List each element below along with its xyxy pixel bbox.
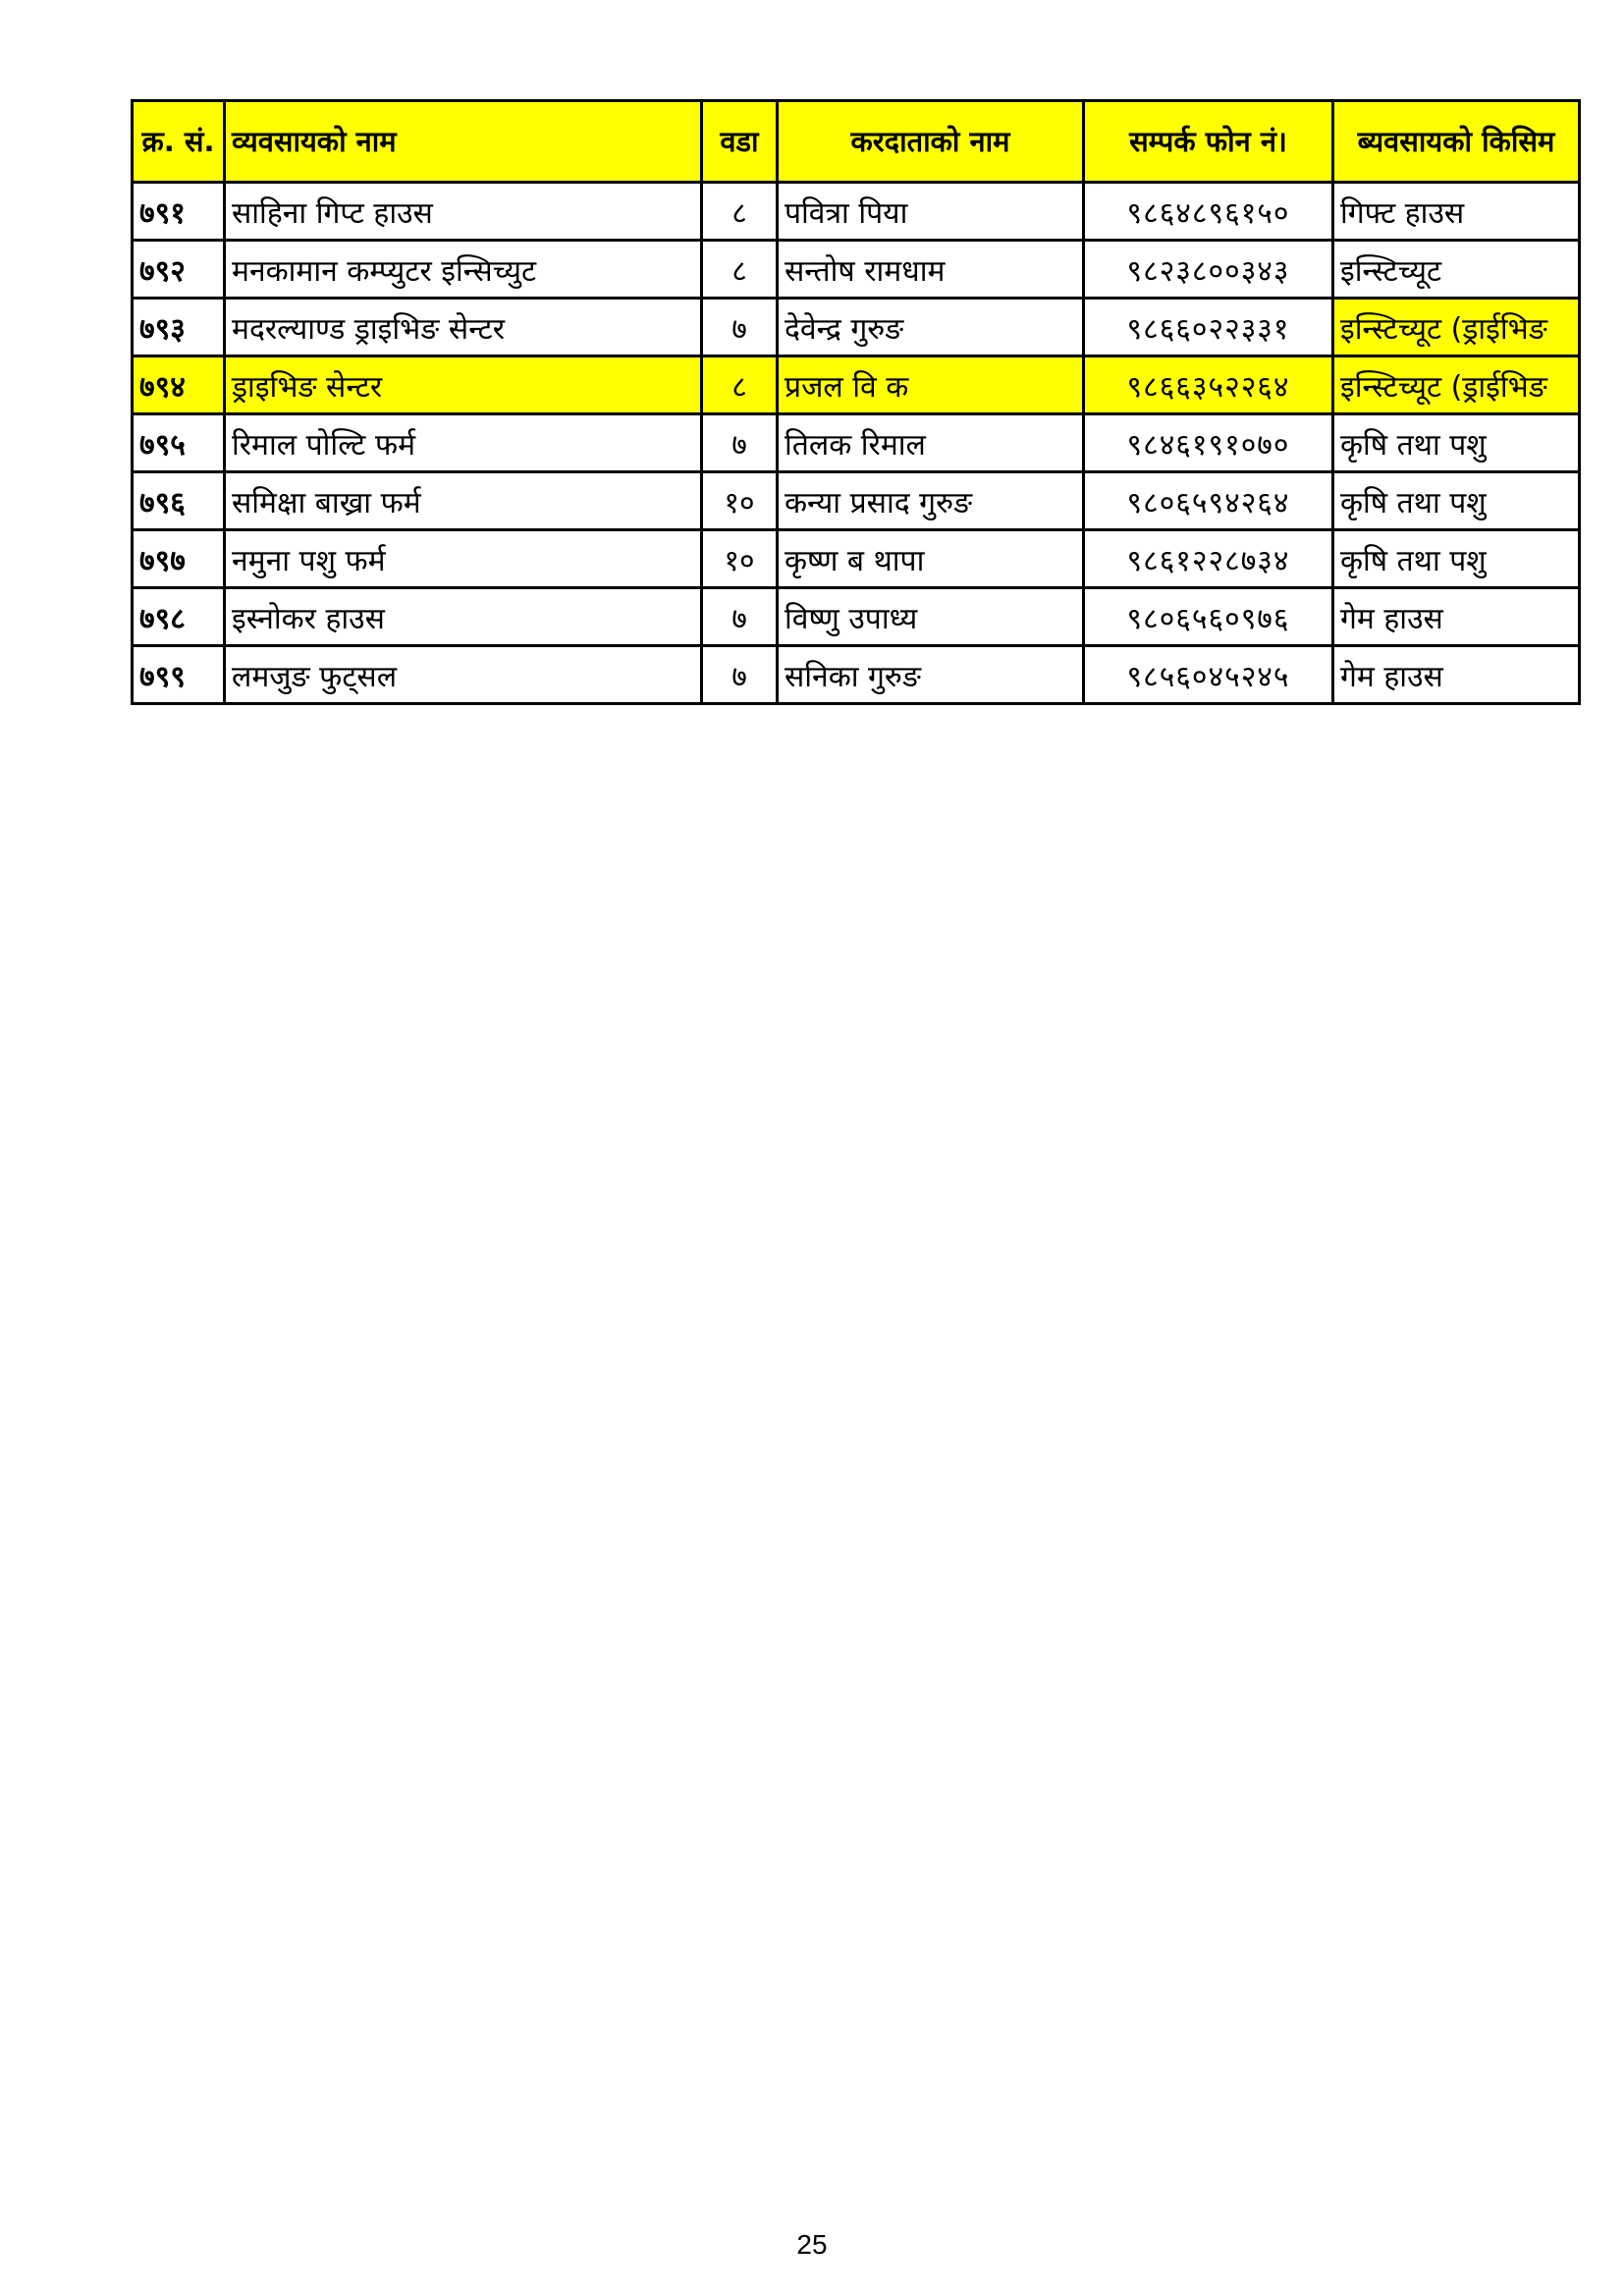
serial-number-cell: ७९८ <box>133 588 225 646</box>
serial-number-cell: ७९२ <box>133 241 225 299</box>
taxpayer-name-cell: प्रजल वि क <box>778 356 1084 414</box>
business-type-cell: कृषि तथा पशु <box>1333 414 1580 472</box>
taxpayer-name-cell: कन्या प्रसाद गुरुङ <box>778 472 1084 530</box>
ward-cell: १० <box>702 472 778 530</box>
page-number: 25 <box>796 2229 828 2260</box>
table-row <box>133 356 1580 414</box>
table-row <box>133 241 1580 299</box>
header-business-name: व्यवसायको नाम <box>225 101 702 183</box>
serial-number-cell: ७९९ <box>133 646 225 704</box>
ward-cell: १० <box>702 530 778 588</box>
table-row <box>133 472 1580 530</box>
ward-cell: ८ <box>702 183 778 241</box>
business-name-cell: मनकामान कम्प्युटर इन्सिच्युट <box>225 241 702 299</box>
taxpayer-name-cell: सन्तोष रामधाम <box>778 241 1084 299</box>
ward-cell: ८ <box>702 241 778 299</box>
business-name-cell: ड्राइभिङ सेन्टर <box>225 356 702 414</box>
taxpayer-name-cell: विष्णु उपाध्य <box>778 588 1084 646</box>
business-name-cell: मदरल्याण्ड ड्राइभिङ सेन्टर <box>225 299 702 356</box>
business-name-cell: साहिना गिप्ट हाउस <box>225 183 702 241</box>
taxpayer-name-cell: पवित्रा पिया <box>778 183 1084 241</box>
taxpayer-name-cell: देवेन्द्र गुरुङ <box>778 299 1084 356</box>
table-header-row <box>133 101 1580 183</box>
phone-cell: ९८०६५९४२६४ <box>1084 472 1333 530</box>
ward-cell: ८ <box>702 356 778 414</box>
taxpayer-name-cell: सनिका गुरुङ <box>778 646 1084 704</box>
business-name-cell: रिमाल पोल्टि फर्म <box>225 414 702 472</box>
business-type-cell: गेम हाउस <box>1333 588 1580 646</box>
serial-number-cell: ७९३ <box>133 299 225 356</box>
taxpayer-name-cell: तिलक रिमाल <box>778 414 1084 472</box>
phone-cell: ९८६६३५२२६४ <box>1084 356 1333 414</box>
table-body <box>133 183 1580 704</box>
business-name-cell: समिक्षा बाख्रा फर्म <box>225 472 702 530</box>
business-type-cell: गिफ्ट हाउस <box>1333 183 1580 241</box>
phone-cell: ९८५६०४५२४५ <box>1084 646 1333 704</box>
business-table <box>131 99 1581 705</box>
business-type-cell: इन्स्टिच्यूट (ड्राईभिङ <box>1333 299 1580 356</box>
serial-number-cell: ७९५ <box>133 414 225 472</box>
table-row <box>133 414 1580 472</box>
business-type-cell: कृषि तथा पशु <box>1333 530 1580 588</box>
business-name-cell: इस्नोकर हाउस <box>225 588 702 646</box>
table-row <box>133 183 1580 241</box>
business-name-cell: नमुना पशु फर्म <box>225 530 702 588</box>
table-row <box>133 299 1580 356</box>
ward-cell: ७ <box>702 414 778 472</box>
header-business-type: ब्यवसायको किसिम <box>1333 101 1580 183</box>
ward-cell: ७ <box>702 646 778 704</box>
phone-cell: ९८६४८९६१५० <box>1084 183 1333 241</box>
phone-cell: ९८६६०२२३३१ <box>1084 299 1333 356</box>
serial-number-cell: ७९१ <box>133 183 225 241</box>
serial-number-cell: ७९४ <box>133 356 225 414</box>
table-row <box>133 530 1580 588</box>
business-type-cell: इन्स्टिच्यूट <box>1333 241 1580 299</box>
table-row <box>133 588 1580 646</box>
phone-cell: ९८४६१९१०७० <box>1084 414 1333 472</box>
ward-cell: ७ <box>702 299 778 356</box>
business-type-cell: इन्स्टिच्यूट (ड्राईभिङ <box>1333 356 1580 414</box>
serial-number-cell: ७९६ <box>133 472 225 530</box>
phone-cell: ९८०६५६०९७६ <box>1084 588 1333 646</box>
business-type-cell: गेम हाउस <box>1333 646 1580 704</box>
phone-cell: ९८६१२२८७३४ <box>1084 530 1333 588</box>
phone-cell: ९८२३८००३४३ <box>1084 241 1333 299</box>
table-row <box>133 646 1580 704</box>
serial-number-cell: ७९७ <box>133 530 225 588</box>
ward-cell: ७ <box>702 588 778 646</box>
business-name-cell: लमजुङ फुट्सल <box>225 646 702 704</box>
header-phone: सम्पर्क फोन नं। <box>1084 101 1333 183</box>
taxpayer-name-cell: कृष्ण ब थापा <box>778 530 1084 588</box>
header-taxpayer-name: करदाताको नाम <box>778 101 1084 183</box>
header-serial-number: क्र. सं. <box>133 101 225 183</box>
business-type-cell: कृषि तथा पशु <box>1333 472 1580 530</box>
header-ward: वडा <box>702 101 778 183</box>
